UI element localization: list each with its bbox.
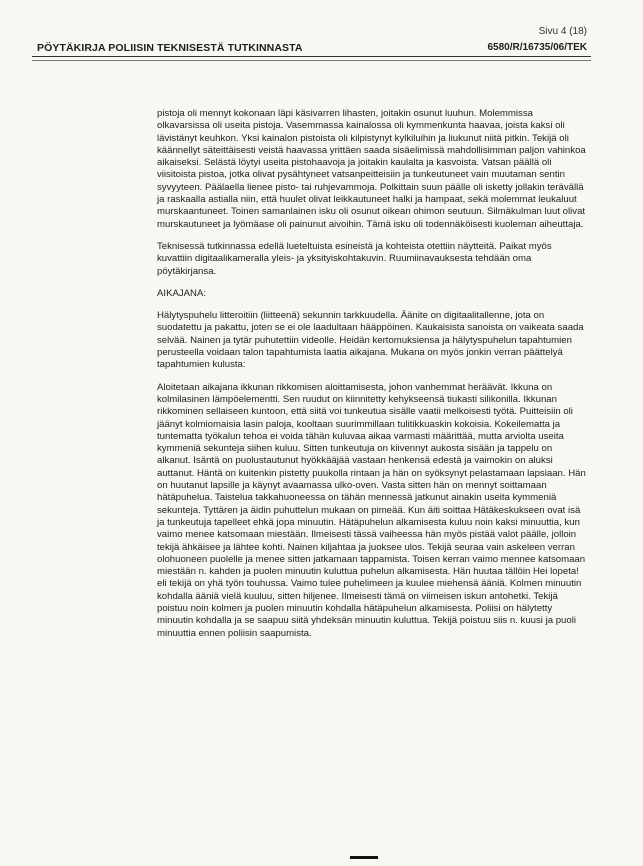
header-rule bbox=[32, 56, 591, 57]
page-number: Sivu 4 (18) bbox=[538, 26, 587, 37]
document-number: 6580/R/16735/06/TEK bbox=[487, 42, 587, 53]
document-title: PÖYTÄKIRJA POLIISIN TEKNISESTÄ TUTKINNASTA bbox=[37, 42, 303, 54]
paragraph-timeline: Aloitetaan aikajana ikkunan rikkomisen aloittamisesta, johon vanhemmat heräävät. Ikkuna on kolmilasinen lämpöelementti. Sen ruudut on kiinnitetty kehykseensä tiukasti silikonilla. Ikkunan rikkominen sellaiseen kuntoon, että siitä voi tunkeutua sisälle vaatii melkoisesti työtä. Puitteisiin oli jäänyt kolmiomaisia lasin paloja, kooltaan suurimmillaan tulitikkuaskin kokoisia. Kokeilematta ja tuntematta työkalun tehoa ei voida tähän kuluvaa aikaa varmasti määrittää, mutta arviolta useita kymmeniä sekunteja siihen kuluu. Sitten tunkeutuja on kiivennyt aukosta sisään ja tappelu on alkanut. Isäntä on puolustautunut hyökkääjää vastaan henkensä edestä ja vaimokin on aluksi auttanut. Häntä on kuitenkin pistetty puukolla rintaan ja hän on syöksynyt pelastamaan lapsiaan. Hän on huutanut lapsille ja käynyt avaamassa ulko-oven. Vasta sitten hän on mennyt soittamaan hätäpuhelua. Taistelua takkahuoneessa on tähän mennessä jatkunut ainakin useita kymmeniä sekunteja. Tyttären ja äidin puhuttelun mukaan on pimeää. Kun äiti soittaa Hätäkeskukseen ovat isä ja tunkeutuja tapelleet ehkä jopa minuutin. Hätäpuhelun alkamisesta kuluu noin kaksi minuuttia, kun vaimo menee katsomaan miestään. Ilmeisesti tässä vaiheessa hän myös pistää valot päälle, jolloin tekijä ähkäisee ja lähtee kohti. Nainen kiljahtaa ja juoksee ulos. Tekijä seuraa vain askeleen verran olohuoneen puolelle ja menee sitten jatkamaan tappamista. Toisen kerran vaimo mennee katsomaan miestään n. kahden ja puolen minuutin kuluttua puhelun alkamisesta. Hän huutaa tällöin Hei lopeta! eli tekijä on yhä työn touhussa. Vaimo tulee puhelimeen ja kuulee miehensä ääniä. Kolmen minuutin kohdalla ääniä vielä kuuluu, sitten hiljenee. Ilmeisesti tämä on viimeisen iskun antohetki. Tekijä poistuu noin kolmen ja puolen minuutin kohdalla hätäpuhelun alkamisesta. Poliisi on hälytetty minuutin kohdalla ja se saapuu siitä yhdeksän minuutin kuluttua. Tekijä poistuu siis n. kuusi ja puoli minuuttia ennen poliisin saapumista. bbox=[157, 381, 586, 639]
document-body bbox=[157, 108, 587, 650]
footer-mark bbox=[350, 856, 378, 859]
paragraph-injuries: pistoja oli mennyt kokonaan läpi käsivarren lihasten, joitakin osunut luuhun. Molemmissa olkavarsissa oli useita pistoja. Vasemmassa kainalossa oli kymmenkunta haavaa, joista kaksi oli lävistänyt keuhkon. Yksi kainalon pistoista oli kilpistynyt kylkiluihin ja liukunut niitä pitkin. Tekijä oli käännellyt säteittäisesti veistä haavassa yrittäen saada sisäelimissä mahdollisimman paljon vahinkoa aikaiseksi. Selästä löytyi useita pistohaavoja ja joitakin kaulalta ja kasvoista. Vatsan päällä oli viisitoista pistoa, jotka olivat pysähtyneet vatsanpeitteisiin ja tunkeutuneet vain muutaman sentin syvyyteen. Päälaella lienee pisto- tai ruhjevammoja. Polkittain suun päälle oli isketty jollakin terävällä ja raskaalla astialla niin, että huulet olivat leikkautuneet halki ja hampaat, sekä molemmat leukaluut murskaantuneet. Toinen samanlainen isku oli osunut oikean ohimon seutuun. Silmäkulman luut olivat murskautuneet ja lyömäase oli painunut aivoihin. Tämä isku oli todennäköisesti kuoleman aiheuttaja. bbox=[157, 108, 586, 230]
paragraph-technical-investigation: Teknisessä tutkinnassa edellä lueteltuista esineistä ja kohteista otettiin näytteitä. Paikat myös kuvattiin digitaalikameralla yleis- ja yksityiskohtakuvin. Ruumiinavauksesta tehdään oma pöytäkirjansa. bbox=[157, 240, 552, 277]
section-heading-timeline: AIKAJANA: bbox=[157, 287, 207, 299]
header-rule-secondary bbox=[32, 60, 591, 61]
paragraph-emergency-call: Hälytyspuhelu litteroitiin (liitteenä) sekunnin tarkkuudella. Äänite on digitaalitallenne, jota on suodatettu ja pakattu, joten se ei ole laadultaan hääppöinen. Kaukaisista sanoista on vaikeata saada selvää. Nainen ja tytär puhutettiin videolle. Heidän kertomuksiensa ja hälytyspuhelun tapahtumien perusteella voidaan talon tapahtumista laatia aikajana. Mukana on myös jonkin verran päättelyä tapahtumien kulusta: bbox=[157, 310, 584, 371]
